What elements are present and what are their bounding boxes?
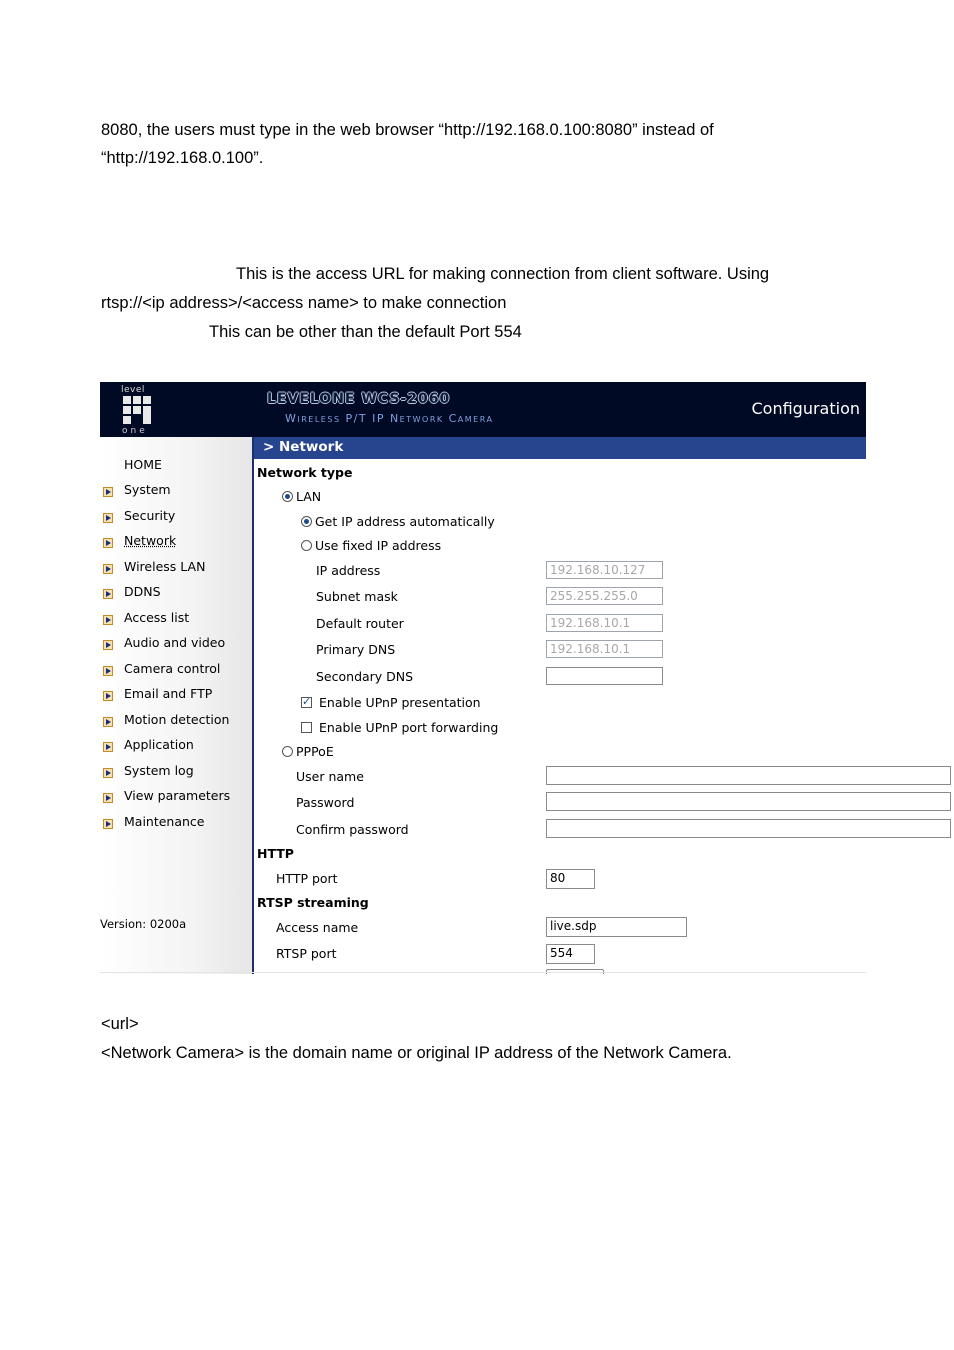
use-fixed-ip-label: Use fixed IP address	[315, 538, 442, 553]
upnp-forwarding-row[interactable]	[301, 720, 498, 735]
ip-address-label: IP address	[316, 563, 381, 578]
access-name-field[interactable]: live.sdp	[546, 917, 687, 937]
confirm-password-field[interactable]	[546, 819, 951, 838]
sidebar-item-label: Access list	[124, 610, 190, 625]
user-name-label: User name	[296, 769, 364, 784]
sidebar-item-label: Email and FTP	[124, 686, 213, 701]
sidebar-item-label: Camera control	[124, 661, 221, 676]
network-type-heading: Network type	[257, 465, 353, 480]
rtsp-port-label: RTSP port	[276, 946, 337, 961]
section-title: > Network	[263, 439, 344, 455]
use-fixed-ip-radio[interactable]	[301, 540, 312, 551]
doc-line-7: <Network Camera> is the domain name or original IP address of the Network Camera.	[101, 1044, 732, 1062]
upnp-forwarding-checkbox[interactable]	[301, 722, 312, 733]
screenshot-bottom-edge	[100, 972, 866, 973]
subnet-mask-field[interactable]: 255.255.255.0	[546, 587, 663, 605]
lan-radio-row[interactable]	[282, 489, 321, 504]
pppoe-radio-row[interactable]	[282, 744, 334, 759]
sidebar-item-label: Application	[124, 737, 194, 752]
arrow-icon	[103, 717, 113, 727]
pppoe-label: PPPoE	[296, 744, 334, 759]
get-ip-auto-radio[interactable]	[301, 516, 312, 527]
section-header	[254, 437, 866, 459]
get-ip-auto-label: Get IP address automatically	[315, 514, 495, 529]
logo-top-text: level	[121, 385, 145, 395]
sidebar-item-label: View parameters	[124, 788, 231, 803]
http-port-label: HTTP port	[276, 871, 338, 886]
rtsp-port-field[interactable]: 554	[546, 944, 595, 964]
doc-line-1: 8080, the users must type in the web browser “http://192.168.0.100:8080” instead of	[101, 121, 714, 139]
arrow-icon	[103, 768, 113, 778]
doc-line-6: <url>	[101, 1015, 139, 1033]
arrow-icon	[103, 793, 113, 803]
http-port-field[interactable]: 80	[546, 869, 595, 889]
levelone-logo	[121, 385, 157, 435]
network-form	[254, 459, 866, 974]
arrow-icon	[103, 640, 113, 650]
arrow-icon	[103, 487, 113, 497]
sidebar-item-label: Network	[124, 533, 177, 548]
sidebar-item-label: Wireless LAN	[124, 559, 206, 574]
arrow-icon	[103, 538, 113, 548]
lan-label: LAN	[296, 489, 322, 504]
password-field[interactable]	[546, 792, 951, 811]
sidebar-item-label: System log	[124, 763, 194, 778]
doc-line-5: This can be other than the default Port 554	[209, 323, 522, 341]
password-label: Password	[296, 795, 355, 810]
arrow-icon	[103, 589, 113, 599]
rtsp-heading: RTSP streaming	[257, 895, 369, 910]
doc-line-2: “http://192.168.0.100”.	[101, 149, 264, 167]
version-label: Version: 0200a	[100, 917, 187, 931]
doc-line-3: This is the access URL for making connection from client software. Using	[236, 265, 770, 283]
upnp-presentation-label: Enable UPnP presentation	[319, 695, 481, 710]
subnet-mask-label: Subnet mask	[316, 589, 398, 604]
upnp-forwarding-label: Enable UPnP port forwarding	[319, 720, 499, 735]
sidebar-item-label: System	[124, 482, 171, 497]
sidebar-item-label: Maintenance	[124, 814, 205, 829]
default-router-field[interactable]: 192.168.10.1	[546, 614, 663, 632]
arrow-icon	[103, 666, 113, 676]
primary-dns-field[interactable]: 192.168.10.1	[546, 640, 663, 658]
arrow-icon	[103, 819, 113, 829]
sidebar-item-label: Security	[124, 508, 176, 523]
header-banner	[100, 382, 866, 437]
arrow-icon	[103, 615, 113, 625]
sidebar-item-label: HOME	[124, 457, 162, 472]
brand-title: LEVELONE WCS-2060	[267, 391, 451, 407]
secondary-dns-field[interactable]	[546, 667, 663, 685]
arrow-icon	[103, 564, 113, 574]
secondary-dns-label: Secondary DNS	[316, 669, 414, 684]
use-fixed-ip-row[interactable]	[301, 538, 441, 553]
confirm-password-label: Confirm password	[296, 822, 409, 837]
page-title: Configuration	[751, 399, 860, 418]
arrow-icon	[103, 513, 113, 523]
http-heading: HTTP	[257, 846, 294, 861]
get-ip-auto-row[interactable]	[301, 514, 495, 529]
sidebar-menu	[100, 437, 252, 974]
ip-address-field[interactable]: 192.168.10.127	[546, 561, 663, 579]
primary-dns-label: Primary DNS	[316, 642, 396, 657]
default-router-label: Default router	[316, 616, 404, 631]
lan-radio[interactable]	[282, 491, 293, 502]
arrow-icon	[103, 742, 113, 752]
brand-subtitle: Wireless P/T IP Network Camera	[285, 412, 494, 425]
pppoe-radio[interactable]	[282, 746, 293, 757]
sidebar-item-label: Motion detection	[124, 712, 230, 727]
user-name-field[interactable]	[546, 766, 951, 785]
upnp-presentation-checkbox[interactable]	[301, 697, 312, 708]
camera-config-screenshot	[100, 382, 866, 974]
logo-bottom-text: one	[122, 426, 148, 436]
doc-line-4: rtsp://<ip address>/<access name> to make connection	[101, 294, 507, 312]
access-name-label: Access name	[276, 920, 359, 935]
upnp-presentation-row[interactable]	[301, 695, 481, 710]
logo-grid-icon	[123, 396, 155, 426]
sidebar-item-label: Audio and video	[124, 635, 226, 650]
sidebar-item-label: DDNS	[124, 584, 161, 599]
arrow-icon	[103, 691, 113, 701]
